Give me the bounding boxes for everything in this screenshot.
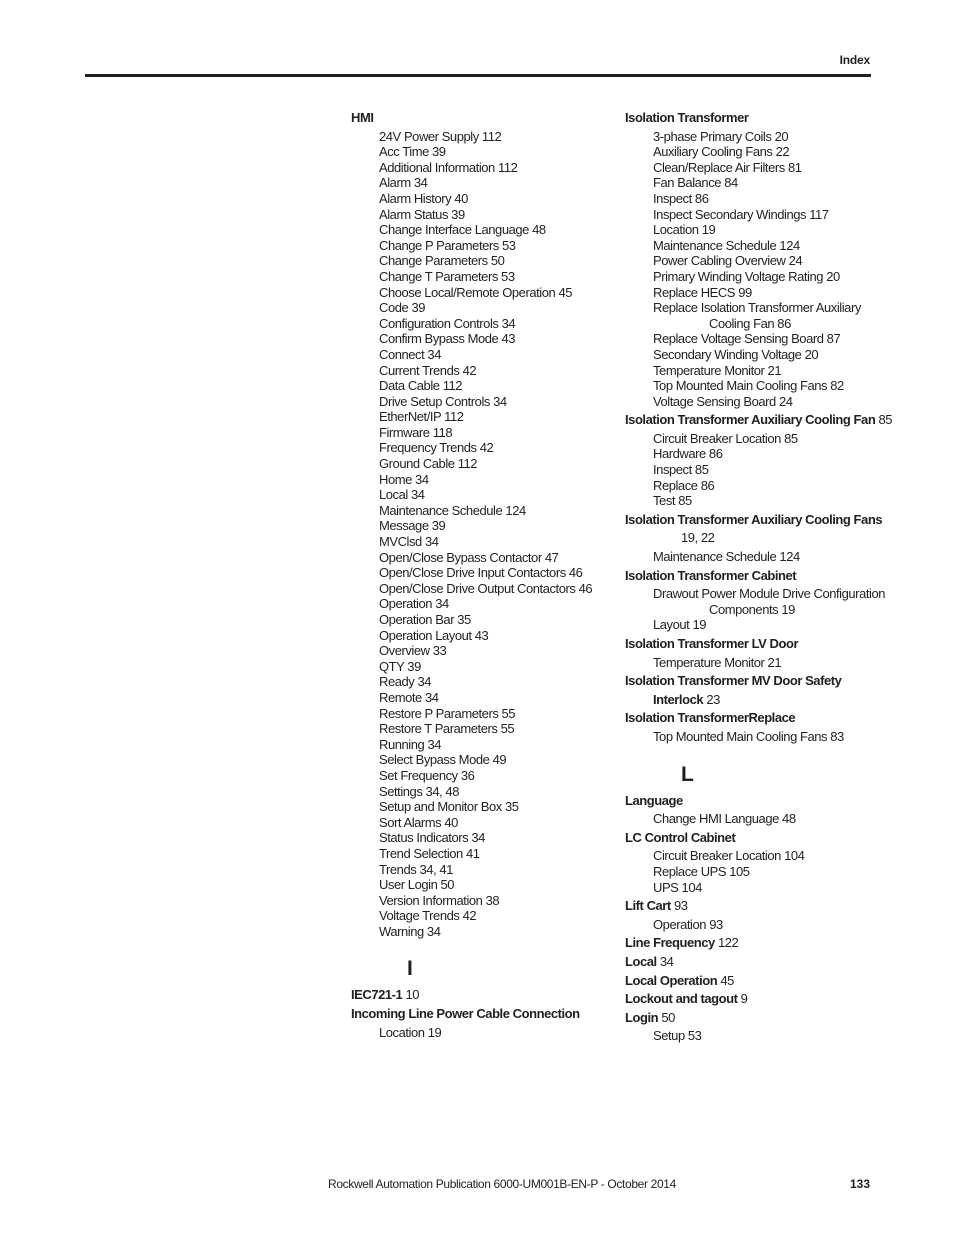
entry-text: Home 34	[379, 471, 429, 487]
entry-text: Location 19	[379, 1024, 442, 1040]
entry-page: 23	[706, 691, 720, 707]
entry-text: Alarm History 40	[379, 190, 468, 206]
entry-text: Operation Bar 35	[379, 612, 471, 627]
index-subentry	[625, 129, 885, 145]
entry-text: Local Operation	[625, 972, 718, 988]
index-subentry	[351, 643, 601, 659]
entry-text: 3-phase Primary Coils 20	[653, 128, 789, 144]
index-subentry	[625, 729, 885, 745]
index-subentry	[351, 253, 601, 269]
index-subentry	[351, 534, 601, 550]
index-subentry	[351, 877, 601, 893]
index-continuation	[625, 602, 885, 618]
entry-text: I	[407, 957, 413, 981]
entry-text: Settings 34, 48	[379, 783, 459, 799]
entry-text: Change T Parameters 53	[379, 268, 515, 284]
index-subentry	[625, 331, 885, 347]
index-term	[351, 1006, 601, 1022]
index-subentry	[351, 815, 601, 831]
index-subentry	[625, 347, 885, 363]
entry-text: Auxiliary Cooling Fans 22	[653, 144, 790, 160]
entry-text: Open/Close Bypass Contactor 47	[379, 549, 559, 565]
entry-text: Change P Parameters 53	[379, 237, 516, 253]
entry-text: Replace UPS 105	[653, 863, 750, 879]
index-subentry	[351, 269, 601, 285]
entry-text: Inspect 85	[653, 462, 709, 478]
entry-text: Replace Voltage Sensing Board 87	[653, 331, 841, 347]
index-subentry	[625, 493, 885, 509]
entry-text: Temperature Monitor 21	[653, 362, 782, 378]
index-subentry	[625, 549, 885, 565]
index-subentry	[351, 175, 601, 191]
entry-text: Inspect 86	[653, 190, 709, 206]
entry-text: Open/Close Drive Output Contactors 46	[379, 580, 593, 596]
index-subentry	[625, 586, 885, 602]
entry-text: Cooling Fan 86	[709, 315, 791, 331]
entry-text: Test 85	[653, 493, 692, 509]
index-subentry	[625, 222, 885, 238]
entry-text: Fan Balance 84	[653, 175, 738, 191]
header-rule	[85, 74, 871, 77]
index-subentry	[625, 175, 885, 191]
index-subentry	[351, 924, 601, 940]
entry-page: 34	[659, 953, 674, 969]
entry-text: Incoming Line Power Cable Connection	[351, 1006, 580, 1022]
index-term	[625, 935, 885, 951]
footer-publication: Rockwell Automation Publication 6000-UM001B-EN-P - October 2014	[328, 1177, 676, 1191]
index-subentry	[351, 862, 601, 878]
index-subentry	[625, 363, 885, 379]
entry-text: Maintenance Schedule 124	[379, 502, 526, 518]
entry-text: Setup and Monitor Box 35	[379, 799, 519, 815]
index-subentry	[625, 378, 885, 394]
entry-text: Operation Layout 43	[379, 627, 489, 643]
index-subentry	[351, 518, 601, 534]
entry-text: Top Mounted Main Cooling Fans 83	[653, 728, 844, 744]
entry-text: UPS 104	[653, 879, 702, 895]
entry-text: Current Trends 42	[379, 362, 477, 378]
index-subentry	[351, 331, 601, 347]
entry-text: Choose Local/Remote Operation 45	[379, 284, 573, 300]
index-subentry	[351, 565, 601, 581]
index-subentry	[625, 848, 885, 864]
index-term	[625, 512, 885, 528]
entry-text: Select Bypass Mode 49	[379, 752, 507, 768]
entry-text: Sort Alarms 40	[379, 814, 458, 830]
index-subentry	[351, 487, 601, 503]
index-subentry	[625, 285, 885, 301]
entry-text: EtherNet/IP 112	[379, 409, 464, 425]
index-subentry	[351, 222, 601, 238]
entry-text: Line Frequency	[625, 935, 715, 951]
index-subentry	[625, 207, 885, 223]
index-subentry	[351, 129, 601, 145]
index-subentry	[351, 378, 601, 394]
index-term	[625, 793, 885, 809]
index-term	[625, 830, 885, 846]
entry-text: Data Cable 112	[379, 378, 463, 394]
index-subentry	[351, 440, 601, 456]
entry-page: 9	[740, 991, 748, 1007]
index-letter-heading	[625, 763, 885, 787]
entry-text: Code 39	[379, 300, 425, 316]
entry-text: Open/Close Drive Input Contactors 46	[379, 565, 583, 581]
entry-text: Local	[625, 953, 657, 969]
entry-text: Isolation Transformer LV Door	[625, 636, 799, 651]
index-subentry	[351, 363, 601, 379]
entry-text: Message 39	[379, 518, 446, 534]
index-letter-heading	[351, 957, 601, 981]
index-subentry	[625, 617, 885, 633]
index-subentry	[625, 864, 885, 880]
entry-text: Version Information 38	[379, 892, 500, 908]
entry-text: Additional Information 112	[379, 159, 518, 175]
index-subentry	[625, 269, 885, 285]
entry-text: Confirm Bypass Mode 43	[379, 331, 516, 347]
index-continuation	[625, 316, 885, 332]
entry-text: IEC721-1	[351, 987, 403, 1003]
index-column-right	[625, 107, 893, 1044]
index-subentry	[351, 674, 601, 690]
entry-text: Isolation Transformer Cabinet	[625, 567, 797, 583]
index-term	[625, 991, 885, 1007]
index-subentry	[351, 768, 601, 784]
entry-text: Local 34	[379, 487, 425, 503]
entry-text: Voltage Sensing Board 24	[653, 393, 793, 409]
index-subentry	[351, 316, 601, 332]
index-subentry	[625, 917, 885, 933]
index-subentry	[351, 238, 601, 254]
index-subentry	[351, 690, 601, 706]
entry-text: Remote 34	[379, 689, 439, 705]
entry-text: User Login 50	[379, 877, 455, 893]
entry-text: Configuration Controls 34	[379, 315, 516, 331]
index-subentry	[625, 1028, 885, 1044]
index-term	[625, 110, 885, 126]
index-term-continuation	[625, 692, 885, 708]
entry-text: Ground Cable 112	[379, 456, 478, 472]
entry-page: 122	[717, 935, 739, 951]
index-subentry	[351, 721, 601, 737]
entry-text: Lockout and tagout	[625, 991, 738, 1007]
entry-text: QTY 39	[379, 658, 421, 674]
index-term	[625, 568, 885, 584]
entry-text: LC Control Cabinet	[625, 829, 736, 845]
running-header: Index	[839, 53, 870, 67]
index-subentry	[625, 160, 885, 176]
entry-text: Replace Isolation Transformer Auxiliary	[653, 300, 861, 316]
index-subentry	[351, 394, 601, 410]
entry-text: Setup 53	[653, 1028, 702, 1044]
entry-text: Alarm 34	[379, 175, 428, 191]
index-subentry	[351, 706, 601, 722]
entry-text: Lift Cart	[625, 898, 671, 914]
index-subentry	[351, 191, 601, 207]
index-subentry	[351, 1025, 601, 1041]
entry-text: Replace HECS 99	[653, 284, 752, 300]
entry-text: Firmware 118	[379, 424, 453, 440]
index-term	[625, 898, 885, 914]
index-subentry	[351, 581, 601, 597]
index-term	[625, 954, 885, 970]
index-subentry	[625, 462, 885, 478]
index-subentry	[625, 446, 885, 462]
entry-text: Isolation Transformer	[625, 110, 749, 125]
index-term	[351, 987, 601, 1003]
entry-text: Overview 33	[379, 643, 447, 659]
index-subentry	[351, 893, 601, 909]
entry-text: Isolation Transformer Auxiliary Cooling Fan	[625, 412, 876, 428]
entry-text: Change Parameters 50	[379, 253, 505, 269]
entry-text: Clean/Replace Air Filters 81	[653, 159, 802, 175]
entry-text: Status Indicators 34	[379, 830, 485, 846]
index-subentry	[351, 300, 601, 316]
page-number: 133	[849, 1177, 870, 1191]
index-subentry	[351, 799, 601, 815]
index-subentry	[625, 191, 885, 207]
entry-text: 24V Power Supply 112	[379, 128, 502, 144]
entry-text: Primary Winding Voltage Rating 20	[653, 268, 840, 284]
entry-text: Isolation Transformer MV Door Safety	[625, 673, 842, 689]
entry-text: Frequency Trends 42	[379, 440, 494, 456]
index-subentry	[625, 431, 885, 447]
entry-text: Isolation TransformerReplace	[625, 710, 796, 726]
entry-text: Temperature Monitor 21	[653, 654, 782, 670]
index-subentry	[625, 880, 885, 896]
index-subentry	[351, 160, 601, 176]
index-subentry	[351, 347, 601, 363]
entry-text: Warning 34	[379, 923, 441, 939]
entry-text: 19, 22	[681, 530, 715, 546]
entry-text: Replace 86	[653, 477, 715, 493]
entry-text: Components 19	[709, 601, 795, 617]
entry-text: Layout 19	[653, 617, 707, 633]
index-subentry	[625, 238, 885, 254]
index-subentry	[351, 550, 601, 566]
index-subentry	[351, 830, 601, 846]
entry-text: Set Frequency 36	[379, 767, 475, 783]
index-subentry	[351, 144, 601, 160]
index-subentry	[625, 655, 885, 671]
index-subentry	[351, 908, 601, 924]
entry-text: Top Mounted Main Cooling Fans 82	[653, 378, 844, 394]
entry-text: Voltage Trends 42	[379, 908, 477, 924]
entry-text: L	[681, 762, 694, 786]
entry-text: Drawout Power Module Drive Configuration	[653, 586, 886, 602]
index-column-left	[351, 107, 601, 1040]
index-term	[625, 673, 885, 689]
index-subentry	[351, 846, 601, 862]
entry-page: 10	[405, 987, 420, 1003]
index-subentry	[351, 503, 601, 519]
entry-text: Ready 34	[379, 674, 432, 690]
entry-text: Interlock	[653, 691, 704, 707]
entry-text: HMI	[351, 110, 374, 125]
index-subentry	[351, 628, 601, 644]
index-term	[625, 710, 885, 726]
entry-text: Circuit Breaker Location 85	[653, 430, 798, 446]
entry-text: Maintenance Schedule 124	[653, 237, 800, 253]
entry-text: Change HMI Language 48	[653, 811, 796, 827]
index-subentry	[625, 478, 885, 494]
entry-text: Operation 34	[379, 596, 449, 612]
index-subentry	[351, 596, 601, 612]
entry-page: 45	[720, 972, 734, 988]
entry-text: Power Cabling Overview 24	[653, 253, 803, 269]
index-page-continuation	[625, 530, 885, 546]
entry-text: Location 19	[653, 222, 716, 238]
entry-text: Drive Setup Controls 34	[379, 393, 507, 409]
index-term	[625, 412, 893, 428]
index-term	[625, 636, 885, 652]
entry-text: Isolation Transformer Auxiliary Cooling Fans	[625, 511, 883, 527]
entry-text: Secondary Winding Voltage 20	[653, 346, 819, 362]
entry-text: Restore P Parameters 55	[379, 705, 516, 721]
index-subentry	[625, 394, 885, 410]
entry-page: 50	[661, 1009, 675, 1025]
entry-text: Trends 34, 41	[379, 861, 453, 877]
entry-text: Login	[625, 1009, 659, 1025]
index-subentry	[351, 784, 601, 800]
index-subentry	[351, 285, 601, 301]
entry-text: Operation 93	[653, 916, 723, 932]
entry-text: Maintenance Schedule 124	[653, 549, 800, 565]
index-term	[625, 1010, 885, 1026]
index-subentry	[351, 472, 601, 488]
entry-text: Language	[625, 792, 683, 808]
entry-text: Acc Time 39	[379, 144, 446, 160]
entry-text: Hardware 86	[653, 446, 723, 462]
index-subentry	[625, 253, 885, 269]
index-subentry	[625, 300, 885, 316]
index-subentry	[351, 425, 601, 441]
entry-text: Circuit Breaker Location 104	[653, 848, 805, 864]
index-subentry	[625, 811, 885, 827]
entry-text: Connect 34	[379, 346, 441, 362]
index-subentry	[351, 752, 601, 768]
entry-text: Alarm Status 39	[379, 206, 465, 222]
index-subentry	[351, 612, 601, 628]
index-subentry	[625, 144, 885, 160]
entry-text: Running 34	[379, 736, 441, 752]
entry-text: Trend Selection 41	[379, 845, 480, 861]
index-subentry	[351, 409, 601, 425]
index-subentry	[351, 737, 601, 753]
index-term	[625, 973, 885, 989]
index-subentry	[351, 659, 601, 675]
entry-text: Restore T Parameters 55	[379, 721, 515, 737]
index-subentry	[351, 456, 601, 472]
entry-text: MVClsd 34	[379, 534, 439, 550]
entry-page: 85	[878, 412, 893, 428]
index-term	[351, 110, 601, 126]
entry-text: Inspect Secondary Windings 117	[653, 206, 829, 222]
entry-page: 93	[673, 898, 688, 914]
index-subentry	[351, 207, 601, 223]
entry-text: Change Interface Language 48	[379, 222, 546, 238]
